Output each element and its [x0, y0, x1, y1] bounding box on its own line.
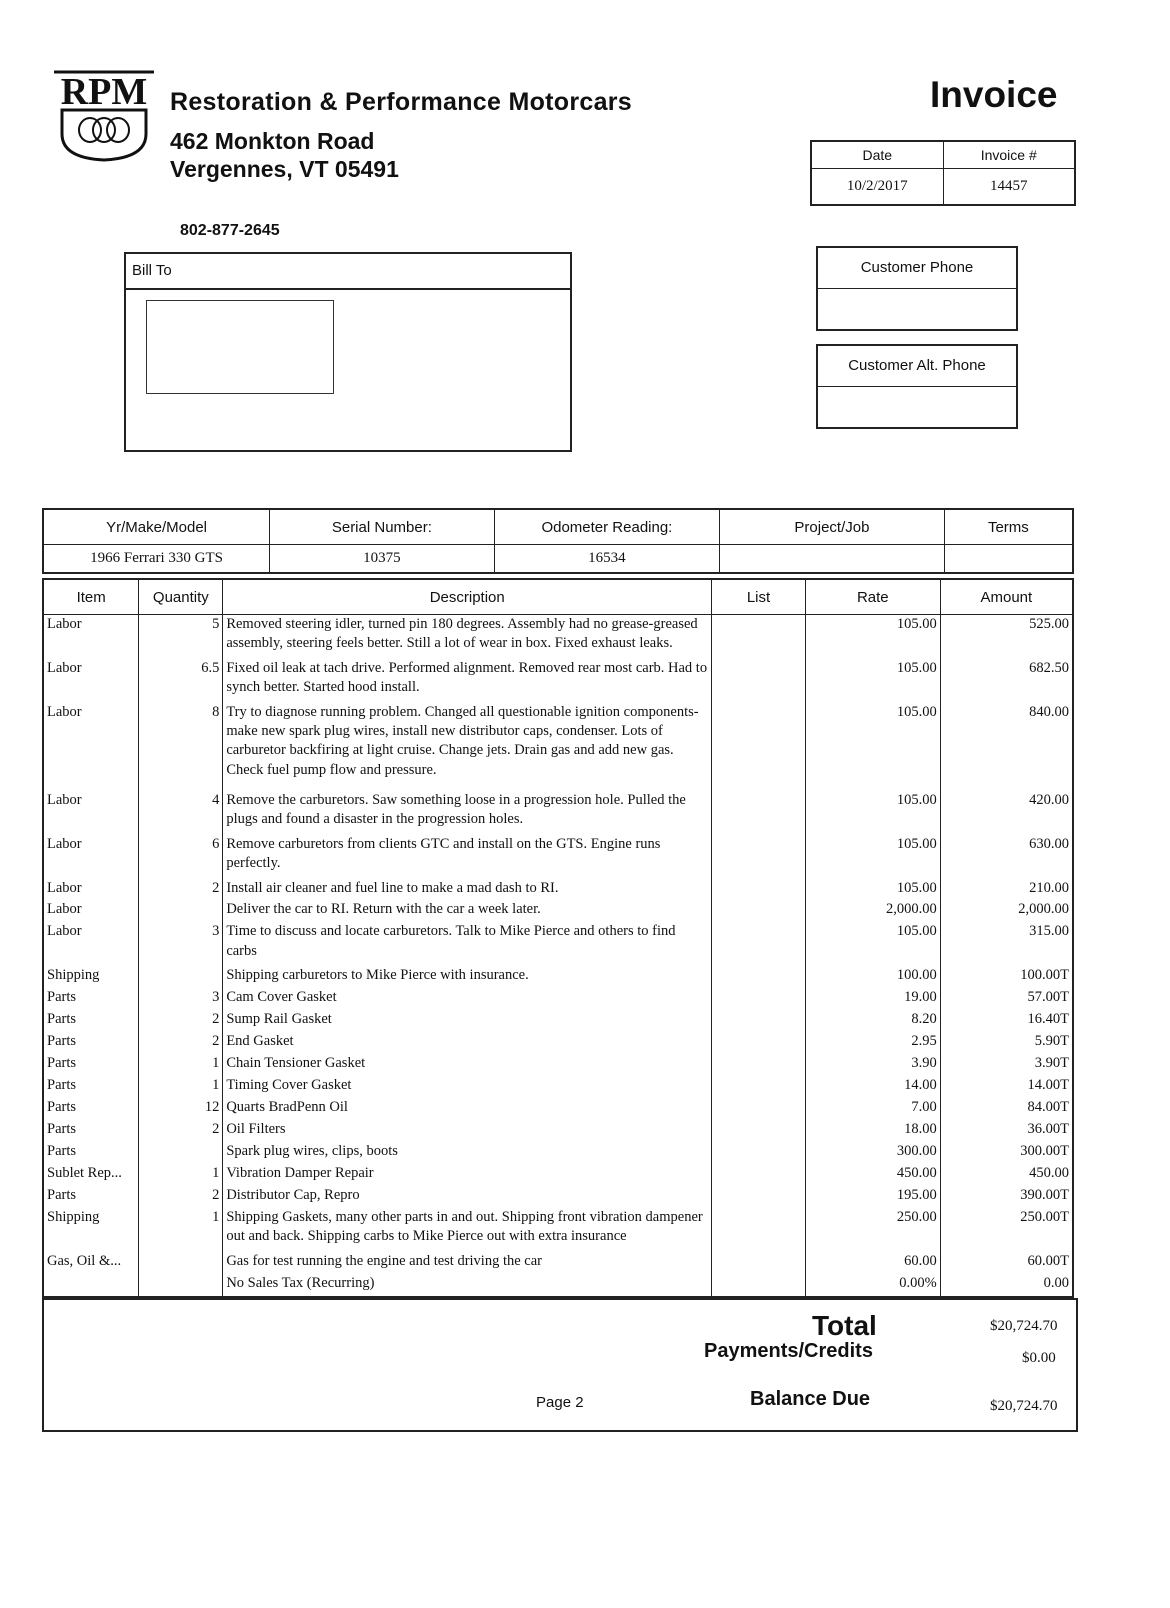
item-type: Shipping: [43, 966, 139, 988]
customer-phone-label: Customer Phone: [818, 248, 1016, 289]
company-logo: [52, 68, 156, 164]
item-type: Labor: [43, 835, 139, 879]
company-address-line2: Vergennes, VT 05491: [170, 156, 399, 182]
vehicle-terms: [944, 545, 1073, 574]
item-quantity: 8: [139, 703, 223, 791]
item-quantity: 2: [139, 879, 223, 901]
column-header: Rate: [805, 579, 940, 615]
empty-cell: [223, 1296, 712, 1297]
redacted-address: [146, 300, 334, 394]
item-quantity: [139, 966, 223, 988]
item-amount: 57.00T: [940, 988, 1073, 1010]
item-rate: 250.00: [805, 1208, 940, 1252]
item-amount: 0.00: [940, 1274, 1073, 1296]
item-quantity: [139, 900, 223, 922]
vehicle-value-row: [43, 545, 1073, 574]
customer-alt-phone-box: [816, 344, 1018, 429]
item-description: Quarts BradPenn Oil: [223, 1098, 712, 1120]
item-quantity: 2: [139, 1186, 223, 1208]
item-rate: 105.00: [805, 835, 940, 879]
item-amount: 315.00: [940, 922, 1073, 966]
item-list: [712, 835, 806, 879]
empty-cell: [940, 1296, 1073, 1297]
item-list: [712, 988, 806, 1010]
item-type: Parts: [43, 1054, 139, 1076]
company-address-line1: 462 Monkton Road: [170, 128, 375, 154]
item-type: Parts: [43, 1098, 139, 1120]
column-header: Item: [43, 579, 139, 615]
item-rate: 100.00: [805, 966, 940, 988]
item-rate: 105.00: [805, 922, 940, 966]
empty-cell: [139, 1296, 223, 1297]
item-rate: 450.00: [805, 1164, 940, 1186]
item-amount: 682.50: [940, 659, 1073, 703]
table-row: [43, 900, 1073, 922]
item-type: Parts: [43, 1010, 139, 1032]
invoice-date: 10/2/2017: [811, 169, 943, 206]
table-row: [43, 703, 1073, 791]
item-amount: 420.00: [940, 791, 1073, 835]
item-quantity: 6: [139, 835, 223, 879]
customer-phone-value: [818, 289, 1016, 329]
table-row: [43, 615, 1073, 659]
item-list: [712, 703, 806, 791]
item-description: Chain Tensioner Gasket: [223, 1054, 712, 1076]
table-row: [43, 1142, 1073, 1164]
item-type: Labor: [43, 703, 139, 791]
item-type: Parts: [43, 1142, 139, 1164]
table-row: [43, 966, 1073, 988]
item-quantity: 4: [139, 791, 223, 835]
customer-phone-box: [816, 246, 1018, 331]
item-rate: 2.95: [805, 1032, 940, 1054]
item-type: Parts: [43, 1076, 139, 1098]
item-description: Removed steering idler, turned pin 180 degrees. Assembly had no grease-greased assembly, steering feels better. Still a lot of wear in box. Fixed exhaust leaks.: [223, 615, 712, 659]
item-rate: 19.00: [805, 988, 940, 1010]
table-row: [43, 922, 1073, 966]
table-row: [43, 1098, 1073, 1120]
item-rate: 105.00: [805, 791, 940, 835]
table-row: [43, 1120, 1073, 1142]
item-rate: 105.00: [805, 659, 940, 703]
item-description: Fixed oil leak at tach drive. Performed alignment. Removed rear most carb. Had to synch better. Started hood install.: [223, 659, 712, 703]
balance-due-value: $20,724.70: [990, 1398, 1058, 1414]
vehicle-table: [42, 508, 1074, 574]
invoice-number: 14457: [943, 169, 1075, 206]
item-list: [712, 1142, 806, 1164]
item-type: [43, 1274, 139, 1296]
item-rate: 105.00: [805, 703, 940, 791]
item-type: Sublet Rep...: [43, 1164, 139, 1186]
item-type: Labor: [43, 615, 139, 659]
item-amount: 525.00: [940, 615, 1073, 659]
item-rate: 14.00: [805, 1076, 940, 1098]
customer-alt-phone-label: Customer Alt. Phone: [818, 346, 1016, 387]
item-description: Time to discuss and locate carburetors. Talk to Mike Pierce and others to find carbs: [223, 922, 712, 966]
item-list: [712, 1076, 806, 1098]
item-rate: 2,000.00: [805, 900, 940, 922]
empty-cell: [805, 1296, 940, 1297]
item-rate: 195.00: [805, 1186, 940, 1208]
vehicle-header: Terms: [944, 509, 1073, 545]
table-row: [43, 1252, 1073, 1274]
table-row: [43, 1208, 1073, 1252]
item-amount: 390.00T: [940, 1186, 1073, 1208]
item-description: Cam Cover Gasket: [223, 988, 712, 1010]
totals-box: [42, 1298, 1078, 1432]
item-list: [712, 791, 806, 835]
item-description: Oil Filters: [223, 1120, 712, 1142]
vehicle-project: [720, 545, 945, 574]
payments-value: $0.00: [1022, 1350, 1056, 1366]
item-description: Remove the carburetors. Saw something loose in a progression hole. Pulled the plugs and found a disaster in the progression holes.: [223, 791, 712, 835]
item-list: [712, 879, 806, 901]
column-header: Amount: [940, 579, 1073, 615]
item-list: [712, 1032, 806, 1054]
balance-due-label: Balance Due: [750, 1388, 871, 1410]
item-quantity: 3: [139, 988, 223, 1010]
column-header: Description: [223, 579, 712, 615]
table-row: [43, 1186, 1073, 1208]
table-row: [43, 835, 1073, 879]
column-header: Quantity: [139, 579, 223, 615]
item-list: [712, 1054, 806, 1076]
invoice-number-label: Invoice #: [943, 141, 1075, 169]
item-type: Gas, Oil &...: [43, 1252, 139, 1274]
table-row: [43, 988, 1073, 1010]
line-items-header-row: [43, 579, 1073, 615]
item-rate: 3.90: [805, 1054, 940, 1076]
item-amount: 300.00T: [940, 1142, 1073, 1164]
item-amount: 450.00: [940, 1164, 1073, 1186]
item-description: Shipping carburetors to Mike Pierce with insurance.: [223, 966, 712, 988]
item-quantity: [139, 1274, 223, 1296]
column-header: List: [712, 579, 806, 615]
item-type: Labor: [43, 879, 139, 901]
item-amount: 84.00T: [940, 1098, 1073, 1120]
item-list: [712, 659, 806, 703]
item-description: No Sales Tax (Recurring): [223, 1274, 712, 1296]
item-list: [712, 966, 806, 988]
item-quantity: [139, 1142, 223, 1164]
vehicle-header-row: [43, 509, 1073, 545]
item-quantity: 6.5: [139, 659, 223, 703]
item-type: Parts: [43, 1120, 139, 1142]
table-row: [43, 1274, 1073, 1296]
table-row: [43, 1076, 1073, 1098]
item-amount: 16.40T: [940, 1010, 1073, 1032]
table-row: [43, 1010, 1073, 1032]
svg-text:RPM: RPM: [60, 71, 148, 113]
item-rate: 8.20: [805, 1010, 940, 1032]
vehicle-header: Project/Job: [720, 509, 945, 545]
item-type: Labor: [43, 900, 139, 922]
document-title: Invoice: [930, 74, 1058, 115]
item-type: Labor: [43, 659, 139, 703]
bill-to-label: Bill To: [126, 254, 570, 290]
table-row: [43, 1164, 1073, 1186]
item-list: [712, 1010, 806, 1032]
item-type: Labor: [43, 922, 139, 966]
item-amount: 210.00: [940, 879, 1073, 901]
item-quantity: 1: [139, 1076, 223, 1098]
item-amount: 2,000.00: [940, 900, 1073, 922]
payments-label: Payments/Credits: [704, 1340, 873, 1362]
item-quantity: 5: [139, 615, 223, 659]
table-row: [43, 791, 1073, 835]
item-description: End Gasket: [223, 1032, 712, 1054]
empty-cell: [712, 1296, 806, 1297]
table-row: [43, 879, 1073, 901]
vehicle-header: Yr/Make/Model: [43, 509, 270, 545]
item-quantity: 2: [139, 1032, 223, 1054]
date-label: Date: [811, 141, 943, 169]
item-description: Vibration Damper Repair: [223, 1164, 712, 1186]
item-amount: 36.00T: [940, 1120, 1073, 1142]
item-amount: 630.00: [940, 835, 1073, 879]
item-rate: 18.00: [805, 1120, 940, 1142]
item-type: Parts: [43, 988, 139, 1010]
item-quantity: [139, 1252, 223, 1274]
customer-alt-phone-value: [818, 387, 1016, 427]
total-label: Total: [812, 1310, 877, 1341]
company-name: Restoration & Performance Motorcars: [170, 88, 633, 116]
item-amount: 14.00T: [940, 1076, 1073, 1098]
item-description: Shipping Gaskets, many other parts in and out. Shipping front vibration dampener out and back. Shipping carbs to Mike Pierce out with extra insurance: [223, 1208, 712, 1252]
rpm-logo-icon: [52, 68, 156, 164]
item-description: Gas for test running the engine and test driving the car: [223, 1252, 712, 1274]
item-type: Parts: [43, 1032, 139, 1054]
company-phone: 802-877-2645: [180, 222, 280, 239]
line-items-table: [42, 578, 1074, 1298]
item-rate: 105.00: [805, 615, 940, 659]
vehicle-odometer: 16534: [494, 545, 720, 574]
empty-cell: [43, 1296, 139, 1297]
item-amount: 5.90T: [940, 1032, 1073, 1054]
vehicle-header: Serial Number:: [270, 509, 495, 545]
item-list: [712, 922, 806, 966]
item-amount: 60.00T: [940, 1252, 1073, 1274]
item-rate: 7.00: [805, 1098, 940, 1120]
item-amount: 100.00T: [940, 966, 1073, 988]
item-rate: 60.00: [805, 1252, 940, 1274]
item-list: [712, 1252, 806, 1274]
vehicle-model: 1966 Ferrari 330 GTS: [43, 545, 270, 574]
item-list: [712, 1208, 806, 1252]
item-quantity: 12: [139, 1098, 223, 1120]
item-list: [712, 1098, 806, 1120]
item-amount: 250.00T: [940, 1208, 1073, 1252]
item-type: Parts: [43, 1186, 139, 1208]
item-quantity: 2: [139, 1010, 223, 1032]
item-list: [712, 1186, 806, 1208]
vehicle-header: Odometer Reading:: [494, 509, 720, 545]
vehicle-serial: 10375: [270, 545, 495, 574]
item-quantity: 1: [139, 1054, 223, 1076]
item-description: Spark plug wires, clips, boots: [223, 1142, 712, 1164]
item-description: Distributor Cap, Repro: [223, 1186, 712, 1208]
page-number: Page 2: [536, 1394, 584, 1411]
item-list: [712, 615, 806, 659]
item-amount: 840.00: [940, 703, 1073, 791]
item-description: Install air cleaner and fuel line to make a mad dash to RI.: [223, 879, 712, 901]
item-quantity: 1: [139, 1208, 223, 1252]
item-quantity: 3: [139, 922, 223, 966]
item-amount: 3.90T: [940, 1054, 1073, 1076]
item-rate: 300.00: [805, 1142, 940, 1164]
table-row: [43, 1032, 1073, 1054]
table-row: [43, 1054, 1073, 1076]
item-description: Timing Cover Gasket: [223, 1076, 712, 1098]
table-row: [43, 659, 1073, 703]
table-filler-row: [43, 1296, 1073, 1297]
item-quantity: 1: [139, 1164, 223, 1186]
item-list: [712, 1274, 806, 1296]
item-list: [712, 900, 806, 922]
bill-to-box: [124, 252, 572, 452]
item-description: Remove carburetors from clients GTC and install on the GTS. Engine runs perfectly.: [223, 835, 712, 879]
item-type: Labor: [43, 791, 139, 835]
item-description: Sump Rail Gasket: [223, 1010, 712, 1032]
item-rate: 0.00%: [805, 1274, 940, 1296]
item-type: Shipping: [43, 1208, 139, 1252]
item-quantity: 2: [139, 1120, 223, 1142]
total-value: $20,724.70: [990, 1318, 1058, 1334]
item-list: [712, 1164, 806, 1186]
item-description: Deliver the car to RI. Return with the car a week later.: [223, 900, 712, 922]
item-description: Try to diagnose running problem. Changed all questionable ignition components- make new spark plug wires, install new distributor caps, condenser. Lots of carburetor backfiring at light cruise. Change jets. Drain gas and add new gas. Check fuel pump flow and pressure.: [223, 703, 712, 791]
item-list: [712, 1120, 806, 1142]
invoice-meta-table: [810, 140, 1076, 206]
item-rate: 105.00: [805, 879, 940, 901]
